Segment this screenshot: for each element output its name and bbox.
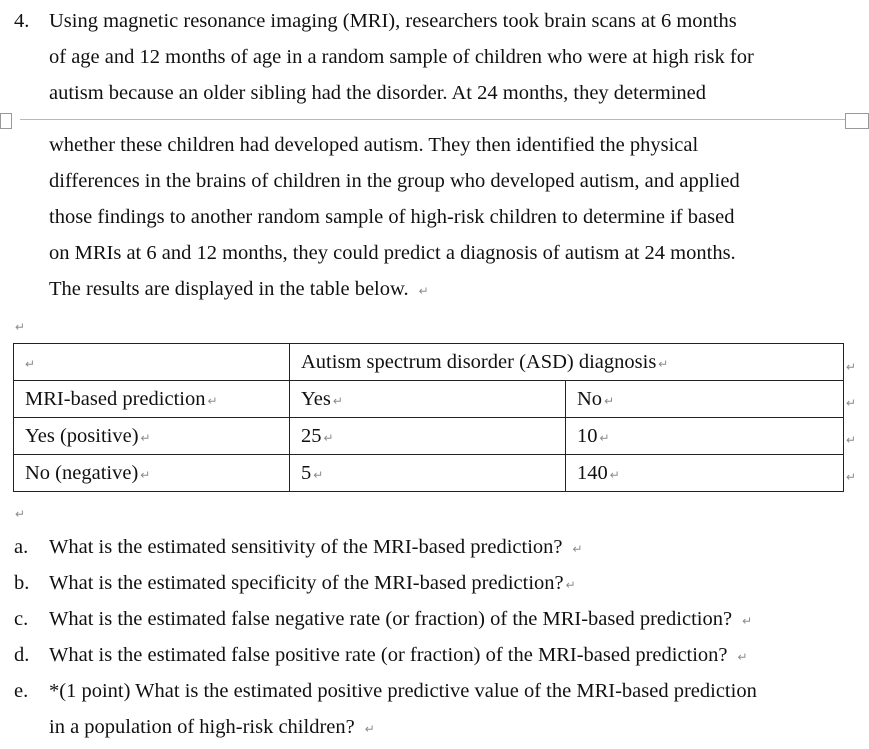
question-line-5: differences in the brains of children in the group who developed autism, and applied [49, 170, 740, 192]
question-line-4: whether these children had developed autism. They then identified the physical [49, 134, 699, 156]
question-line-8-text: The results are displayed in the table below. [49, 278, 409, 300]
page-break-marker-right [845, 113, 869, 129]
table-cell [290, 381, 566, 418]
subquestion-text: in a population of high-risk children? [49, 716, 355, 738]
row-label: No (negative) [25, 461, 139, 484]
row-end-mark: ↵ [846, 396, 857, 410]
question-line-8 [49, 277, 429, 303]
subquestion-e: *(1 point) What is the estimated positive predictive value of the MRI-based prediction [49, 680, 757, 702]
cell-mark: ↵ [313, 467, 324, 482]
table-cell [566, 381, 844, 418]
page-break-line [20, 119, 849, 120]
table-row [14, 418, 844, 455]
col-yes-header: Yes [301, 387, 331, 410]
row-end-mark: ↵ [846, 433, 857, 447]
subquestion-e-line-2 [49, 715, 375, 741]
cell-mark: ↵ [609, 467, 620, 482]
table-cell [566, 418, 844, 455]
cell-mark: ↵ [140, 430, 151, 445]
question-line-1: Using magnetic resonance imaging (MRI), researchers took brain scans at 6 months [49, 10, 737, 32]
cell-value: 140 [577, 461, 608, 484]
cell-mark: ↵ [140, 467, 151, 482]
table-corner-cell [14, 344, 290, 381]
row-end-mark: ↵ [846, 470, 857, 484]
page-break [0, 111, 869, 127]
table-header-row [14, 344, 844, 381]
question-number: 4. [14, 10, 30, 32]
subquestion-text: What is the estimated false negative rate (or fraction) of the MRI-based prediction? [49, 608, 733, 630]
paragraph-mark: ↵ [742, 614, 753, 628]
cell-mark: ↵ [658, 356, 669, 371]
subquestion-letter-d: d. [14, 644, 30, 666]
paragraph-mark: ↵ [15, 320, 26, 334]
subquestion-text: What is the estimated sensitivity of the MRI-based prediction? [49, 536, 563, 558]
question-line-2: of age and 12 months of age in a random sample of children who were at high risk for [49, 46, 754, 68]
table-group-header [290, 344, 844, 381]
subquestion-c [49, 607, 752, 633]
subquestion-letter-a: a. [14, 536, 29, 558]
subquestion-b [49, 571, 576, 597]
row-end-mark: ↵ [846, 360, 857, 374]
table-cell [14, 455, 290, 492]
results-table [13, 343, 844, 492]
cell-mark: ↵ [599, 430, 610, 445]
question-line-6: those findings to another random sample of high-risk children to determine if based [49, 206, 735, 228]
paragraph-mark: ↵ [737, 650, 748, 664]
table-cell [290, 418, 566, 455]
subquestion-a [49, 535, 583, 561]
table-row [14, 455, 844, 492]
cell-mark: ↵ [323, 430, 334, 445]
page-break-marker-left [0, 113, 12, 129]
paragraph-mark: ↵ [15, 507, 26, 521]
group-header-text: Autism spectrum disorder (ASD) diagnosis [301, 350, 657, 373]
table-cell [290, 455, 566, 492]
cell-value: 5 [301, 461, 312, 484]
row-label-header: MRI-based prediction [25, 387, 206, 410]
cell-mark: ↵ [207, 393, 218, 408]
paragraph-mark: ↵ [418, 284, 429, 298]
subquestion-text: What is the estimated specificity of the MRI-based prediction? [49, 572, 564, 594]
subquestion-d [49, 643, 748, 669]
paragraph-mark: ↵ [572, 542, 583, 556]
cell-mark: ↵ [604, 393, 615, 408]
paragraph-mark: ↵ [565, 578, 576, 592]
table-row [14, 381, 844, 418]
subquestion-text: What is the estimated false positive rate (or fraction) of the MRI-based prediction? [49, 644, 728, 666]
cell-mark: ↵ [25, 356, 36, 371]
subquestion-letter-e: e. [14, 680, 29, 702]
cell-value: 10 [577, 424, 598, 447]
question-line-3: autism because an older sibling had the disorder. At 24 months, they determined [49, 82, 707, 104]
table-cell [14, 418, 290, 455]
subquestion-letter-b: b. [14, 572, 30, 594]
question-line-7: on MRIs at 6 and 12 months, they could predict a diagnosis of autism at 24 months. [49, 242, 736, 264]
subquestion-letter-c: c. [14, 608, 29, 630]
table-cell [566, 455, 844, 492]
paragraph-mark: ↵ [364, 722, 375, 736]
table-cell [14, 381, 290, 418]
cell-mark: ↵ [332, 393, 343, 408]
row-label: Yes (positive) [25, 424, 139, 447]
cell-value: 25 [301, 424, 322, 447]
col-no-header: No [577, 387, 603, 410]
